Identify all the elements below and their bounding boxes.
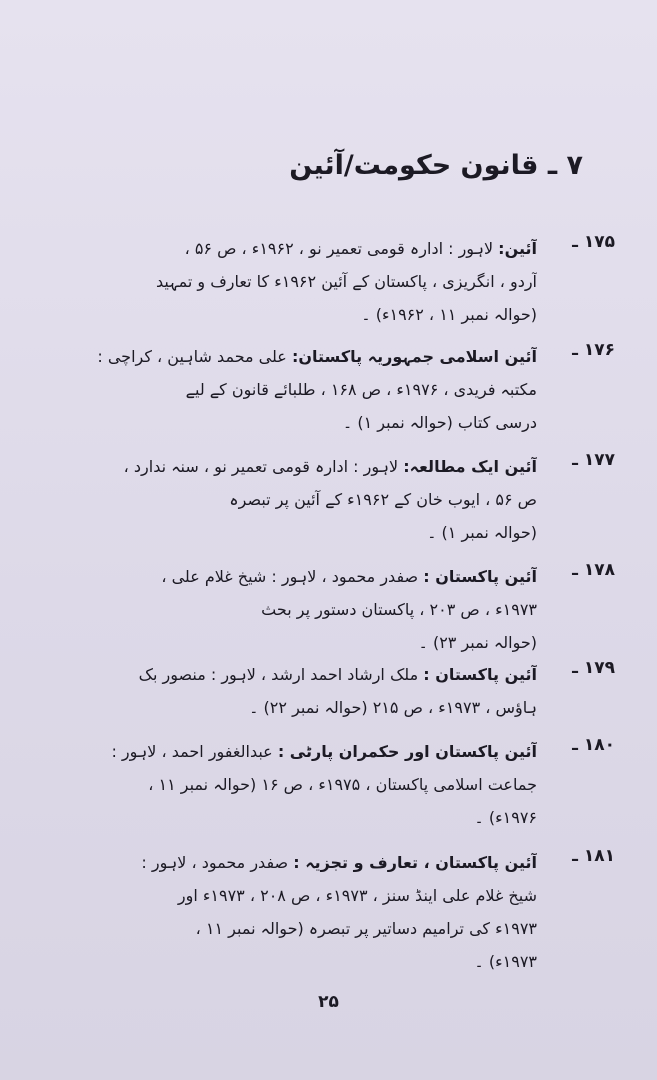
entry-line: شیخ غلام علی اینڈ سنز ، ۱۹۷۳ء ، ص ۲۰۸ ، ۱۹۷۳ء اور [177,886,537,905]
entry-line: (حوالہ نمبر ۲۳) ۔ [418,633,537,652]
entry-title: آئین: [498,239,537,258]
entry-title: آئین پاکستان : [423,567,537,586]
entry-line [57,340,537,373]
chapter-heading: ۷ ـ قانون حکومت/آئین [289,150,583,181]
entry-line [57,735,537,768]
entry-title: آئین پاکستان ، تعارف و تجزیہ : [293,853,537,872]
entry-line [57,658,537,691]
entry-line: ۱۹۷۶ء) ۔ [474,808,537,827]
entry-title: آئین پاکستان اور حکمران پارٹی : [277,742,537,761]
entry-line: جماعت اسلامی پاکستان ، ۱۹۷۵ء ، ص ۱۶ (حوالہ نمبر ۱۱ ، [148,775,537,794]
entry-line: ص ۵۶ ، ایوب خان کے ۱۹۶۲ء کے آئین پر تبصرہ [229,490,537,509]
entry-number: ۱۸۱ ـ [572,846,615,866]
entry-title: آئین ایک مطالعہ: [403,457,537,476]
entry-number: ۱۸۰ ـ [572,735,615,755]
entry-number: ۱۷۸ ـ [572,560,615,580]
entry-line: ۱۹۷۳ء) ۔ [474,952,537,971]
entry-line: آردو ، انگریزی ، پاکستان کے آئین ۱۹۶۲ء کا تعارف و تمہید [155,272,537,291]
entry-number: ۱۷۶ ـ [572,340,615,360]
entry-title: آئین اسلامی جمہوریہ پاکستان: [291,347,537,366]
entry-line [57,560,537,593]
entry-text: صفدر محمود ، لاہور : شیخ غلام علی ، [161,567,419,586]
entry-line: ۱۹۷۳ء کی ترامیم دساتیر پر تبصرہ (حوالہ نمبر ۱۱ ، [195,919,537,938]
entry-line [57,450,537,483]
entry-line: ہاؤس ، ۱۹۷۳ء ، ص ۲۱۵ (حوالہ نمبر ۲۲) ۔ [249,698,537,717]
entry-line: مکتبہ فریدی ، ۱۹۷۶ء ، ص ۱۶۸ ، طلبائے قانون کے لیے [185,380,537,399]
entry-line: ۱۹۷۳ء ، ص ۲۰۳ ، پاکستان دستور پر بحث [261,600,537,619]
entry-line [57,846,537,879]
entry-line: درسی کتاب (حوالہ نمبر ۱) ۔ [342,413,537,432]
entry-text: لاہور : ادارہ قومی تعمیر نو ، ۱۹۶۲ء ، ص ۵۶ ، [184,239,494,258]
entry-number: ۱۷۵ ـ [572,232,615,252]
entry-text: عبدالغفور احمد ، لاہور : [111,742,273,761]
entry-line [57,232,537,265]
entry-text: صفدر محمود ، لاہور : [141,853,289,872]
entry-number: ۱۷۹ ـ [572,658,615,678]
entry-text: ملک ارشاد احمد ارشد ، لاہور : منصور بک [138,665,419,684]
entry-text: لاہور : ادارہ قومی تعمیر نو ، سنہ ندارد ، [123,457,399,476]
entry-line: (حوالہ نمبر ۱) ۔ [427,523,537,542]
entry-line: (حوالہ نمبر ۱۱ ، ۱۹۶۲ء) ۔ [361,305,537,324]
entry-title: آئین پاکستان : [423,665,537,684]
page-number: ۲۵ [318,992,339,1012]
entry-number: ۱۷۷ ـ [572,450,615,470]
entry-text: علی محمد شاہین ، کراچی : [97,347,287,366]
